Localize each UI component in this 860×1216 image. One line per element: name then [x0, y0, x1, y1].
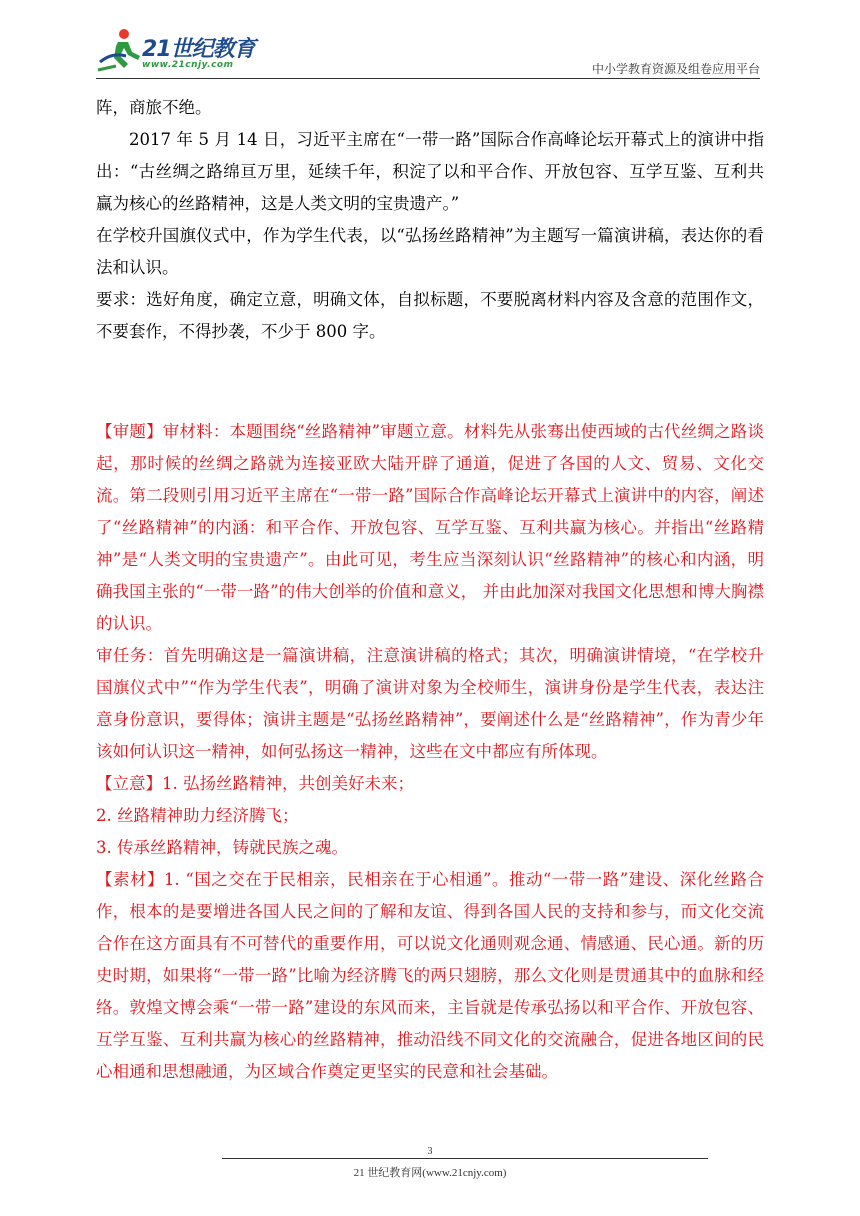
- spacer: [96, 348, 764, 416]
- analysis-shenti: 【审题】审材料：本题围绕“丝路精神”审题立意。材料先从张骞出使西域的古代丝绸之路谈起，那时候的丝绸之路就为连接亚欧大陆开辟了通道，促进了各国的人文、贸易、文化交流。第二段则引用习近平主席在“一带一路”国际合作高峰论坛开幕式上演讲中的内容，阐述了“丝路精神”的内涵：和平合作、开放包容、互学互鉴、互利共赢为核心。并指出“丝路精神”是“人类文明的宝贵遗产”。由此可见，考生应当深刻认识“丝路精神”的核心和内涵，明确我国主张的“一带一路”的伟大创举的价值和意义， 并由此加深对我国文化思想和博大胸襟的认识。: [96, 422, 764, 633]
- footer-text: 21 世纪教育网(www.21cnjy.com): [353, 1167, 507, 1179]
- analysis-liyi-3: 3. 传承丝路精神，铸就民族之魂。: [96, 838, 348, 857]
- runner-logo-icon: [96, 26, 142, 74]
- body-paragraph: 阵，商旅不绝。: [96, 98, 212, 117]
- platform-name: 中小学教育资源及组卷应用平台: [591, 62, 760, 76]
- logo-url: www.21cnjy.com: [142, 60, 234, 70]
- analysis-liyi-1: 【立意】1. 弘扬丝路精神，共创美好未来；: [96, 774, 414, 793]
- page-header: [96, 26, 760, 82]
- body-paragraph: 在学校升国旗仪式中，作为学生代表，以“弘扬丝路精神”为主题写一篇演讲稿，表达你的看法和认识。: [96, 226, 764, 277]
- analysis-sucai: 【素材】1. “国之交在于民相亲，民相亲在于心相通”。推动“一带一路”建设、深化丝路合作，根本的是要增进各国人民之间的了解和友谊、得到各国人民的支持和参与，而文化交流合作在这方面具有不可替代的重要作用，可以说文化通则观念通、情感通、民心通。新的历史时期，如果将“一带一路”比喻为经济腾飞的两只翅膀，那么文化则是贯通其中的血脉和经络。敦煌文博会乘“一带一路”建设的东风而来，主旨就是传承弘扬以和平合作、开放包容、互学互鉴、互利共赢为核心的丝路精神，推动沿线不同文化的交流融合，促进各地区间的民心相通和思想融通，为区域合作奠定更坚实的民意和社会基础。: [96, 870, 764, 1081]
- analysis-renwu: 审任务：首先明确这是一篇演讲稿，注意演讲稿的格式；其次，明确演讲情境，“在学校升国旗仪式中”“作为学生代表”，明确了演讲对象为全校师生，演讲身份是学生代表，表达注意身份意识，要得体；演讲主题是“弘扬丝路精神”，要阐述什么是“丝路精神”，作为青少年该如何认识这一精神，如何弘扬这一精神，这些在文中都应有所体现。: [96, 646, 764, 761]
- analysis-liyi-2: 2. 丝路精神助力经济腾飞；: [96, 806, 299, 825]
- body-paragraph: 2017 年 5 月 14 日，习近平主席在“一带一路”国际合作高峰论坛开幕式上的演讲中指出：“古丝绸之路绵亘万里，延续千年，积淀了以和平合作、开放包容、互学互鉴、互利共赢为核心的丝路精神，这是人类文明的宝贵遗产。”: [96, 130, 764, 213]
- header-divider: [96, 78, 760, 79]
- logo: [96, 26, 266, 76]
- footer-divider: [222, 1158, 708, 1159]
- page-number: 3: [427, 1146, 433, 1157]
- logo-text: 21世纪教育: [142, 37, 255, 62]
- body-paragraph: 要求：选好角度，确定立意，明确文体，自拟标题，不要脱离材料内容及含意的范围作文，不要套作，不得抄袭，不少于 800 字。: [96, 290, 764, 341]
- page-content: [96, 92, 764, 1088]
